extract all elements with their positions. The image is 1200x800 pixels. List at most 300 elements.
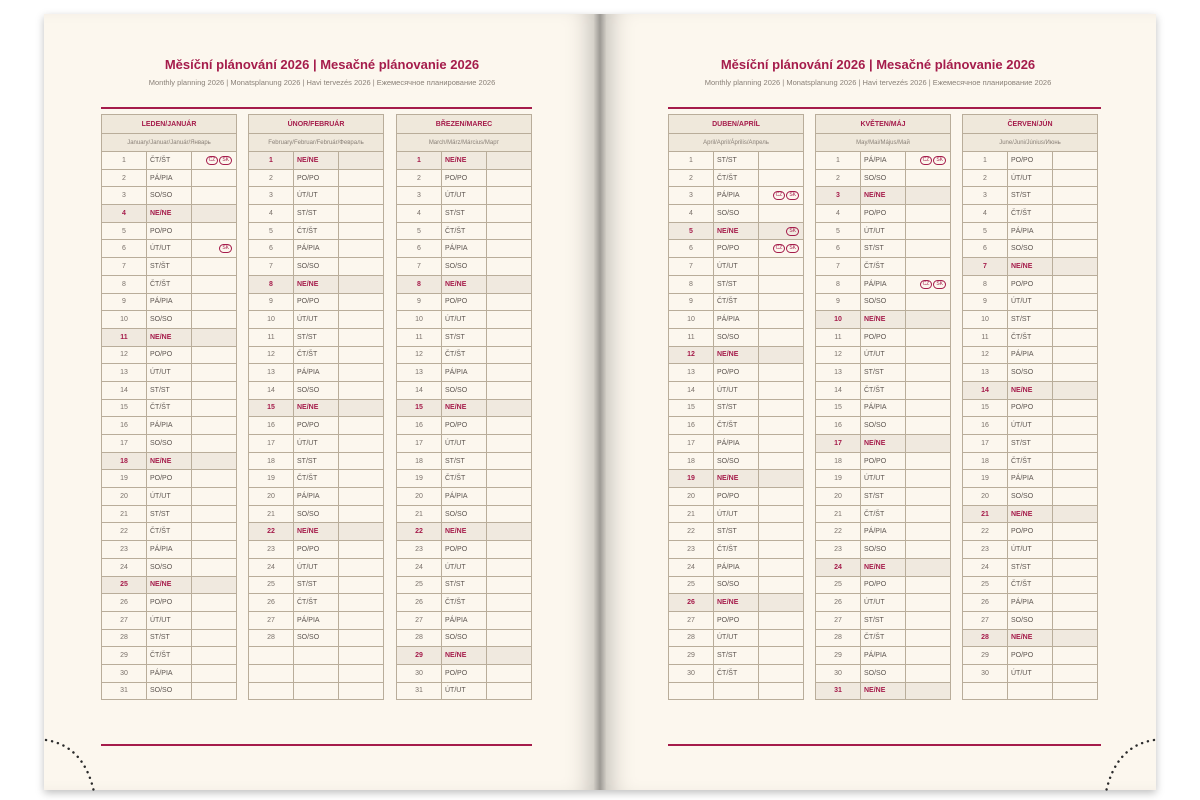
note-cell[interactable] [759,169,804,187]
day-number: 27 [669,611,714,629]
weekday-label: ÚT/UT [1008,664,1053,682]
note-cell[interactable] [759,682,804,700]
left-page [44,14,600,790]
note-cell[interactable] [759,258,804,276]
note-cell[interactable] [339,293,384,311]
note-cell[interactable] [906,664,951,682]
day-number: 15 [102,399,147,417]
note-cell[interactable] [192,169,237,187]
note-cell[interactable] [906,611,951,629]
day-row [816,311,951,329]
note-cell[interactable] [906,293,951,311]
note-cell[interactable] [192,505,237,523]
note-cell[interactable] [906,576,951,594]
note-cell[interactable] [192,381,237,399]
month-table [962,114,1098,700]
note-cell[interactable] [759,664,804,682]
note-cell[interactable] [1053,647,1098,665]
note-cell[interactable] [759,152,804,170]
note-cell[interactable] [487,647,532,665]
day-row [669,364,804,382]
note-cell[interactable] [759,647,804,665]
note-cell[interactable] [487,470,532,488]
note-cell[interactable] [339,222,384,240]
weekday-label: ST/ST [1008,187,1053,205]
day-number: 5 [102,222,147,240]
note-cell[interactable] [192,258,237,276]
day-number: 6 [397,240,442,258]
note-cell[interactable] [759,346,804,364]
day-number: 23 [397,541,442,559]
note-cell[interactable] [487,435,532,453]
note-cell[interactable] [759,399,804,417]
note-cell[interactable] [906,205,951,223]
note-cell[interactable] [192,364,237,382]
note-cell[interactable] [487,682,532,700]
day-number: 23 [102,541,147,559]
day-row [397,364,532,382]
note-cell[interactable] [906,311,951,329]
note-cell[interactable] [759,629,804,647]
note-cell[interactable] [759,470,804,488]
note-cell[interactable] [1053,682,1098,700]
month-table [396,114,532,700]
day-number: 9 [963,293,1008,311]
day-row [669,187,804,205]
weekday-label: ÚT/UT [1008,541,1053,559]
note-cell[interactable] [759,505,804,523]
day-row [397,647,532,665]
note-cell[interactable] [759,611,804,629]
note-cell[interactable] [487,293,532,311]
note-cell[interactable] [339,576,384,594]
note-cell[interactable] [487,541,532,559]
right-page [600,14,1156,790]
note-cell[interactable] [339,452,384,470]
holiday-badge: SK [786,244,799,253]
note-cell[interactable] [192,417,237,435]
note-cell[interactable] [192,523,237,541]
weekday-label: ST/ST [294,328,339,346]
note-cell[interactable] [906,541,951,559]
day-number: 21 [102,505,147,523]
note-cell[interactable] [759,435,804,453]
note-cell[interactable] [759,523,804,541]
note-cell[interactable] [1053,205,1098,223]
note-cell[interactable] [1053,346,1098,364]
note-cell[interactable] [1053,541,1098,559]
note-cell[interactable] [339,152,384,170]
note-cell[interactable] [339,399,384,417]
note-cell[interactable] [906,169,951,187]
note-cell[interactable] [487,558,532,576]
day-row [669,505,804,523]
day-row [669,488,804,506]
note-cell[interactable] [192,222,237,240]
note-cell[interactable] [759,187,804,205]
note-cell[interactable] [1053,258,1098,276]
note-cell[interactable] [759,594,804,612]
note-cell[interactable] [339,364,384,382]
note-cell[interactable] [487,328,532,346]
note-cell[interactable] [487,629,532,647]
note-cell[interactable] [487,417,532,435]
day-row [963,435,1098,453]
note-cell[interactable] [339,647,384,665]
day-row [816,435,951,453]
note-cell[interactable] [339,311,384,329]
note-cell[interactable] [759,293,804,311]
note-cell[interactable] [192,346,237,364]
note-cell[interactable] [759,488,804,506]
weekday-label: SO/SO [714,328,759,346]
note-cell[interactable] [487,258,532,276]
note-cell[interactable] [1053,169,1098,187]
note-cell[interactable] [1053,293,1098,311]
note-cell[interactable] [906,523,951,541]
note-cell[interactable] [759,222,804,240]
note-cell[interactable] [339,682,384,700]
weekday-label: ČT/ŠT [714,417,759,435]
note-cell[interactable] [906,417,951,435]
weekday-label: ÚT/UT [294,187,339,205]
note-cell[interactable] [487,452,532,470]
note-cell[interactable] [339,169,384,187]
note-cell[interactable] [487,152,532,170]
day-row [963,222,1098,240]
note-cell[interactable] [759,205,804,223]
note-cell[interactable] [487,505,532,523]
note-cell[interactable] [487,381,532,399]
day-row [669,328,804,346]
note-cell[interactable] [906,682,951,700]
note-cell[interactable] [192,275,237,293]
note-cell[interactable] [339,258,384,276]
note-cell[interactable] [759,364,804,382]
note-cell[interactable] [339,611,384,629]
weekday-label: PÁ/PIA [294,240,339,258]
note-cell[interactable] [339,488,384,506]
weekday-label: ČT/ŠT [714,541,759,559]
note-cell[interactable] [487,240,532,258]
note-cell[interactable] [1053,364,1098,382]
note-cell[interactable] [487,611,532,629]
day-number: 18 [102,452,147,470]
day-number: 8 [397,275,442,293]
day-row [397,222,532,240]
note-cell[interactable] [192,611,237,629]
day-row [963,558,1098,576]
day-number: 7 [669,258,714,276]
note-cell[interactable] [339,205,384,223]
day-row [249,169,384,187]
weekday-label: NE/NE [861,558,906,576]
day-row [669,594,804,612]
note-cell[interactable] [339,187,384,205]
note-cell[interactable] [487,222,532,240]
note-cell[interactable] [339,328,384,346]
day-row [397,169,532,187]
note-cell[interactable] [906,222,951,240]
note-cell[interactable] [192,399,237,417]
note-cell[interactable] [1053,399,1098,417]
day-number: 15 [669,399,714,417]
weekday-label: PO/PO [294,169,339,187]
note-cell[interactable] [192,558,237,576]
weekday-label: ST/ST [714,152,759,170]
note-cell[interactable] [339,558,384,576]
day-row [102,488,237,506]
weekday-label: SO/SO [861,169,906,187]
day-row [816,152,951,170]
note-cell[interactable] [339,629,384,647]
note-cell[interactable] [487,399,532,417]
note-cell[interactable] [487,311,532,329]
note-cell[interactable] [759,558,804,576]
note-cell[interactable] [1053,488,1098,506]
weekday-label: PO/PO [714,364,759,382]
note-cell[interactable] [192,470,237,488]
note-cell[interactable] [906,328,951,346]
note-cell[interactable] [906,435,951,453]
weekday-label: SO/SO [1008,364,1053,382]
note-cell[interactable] [759,576,804,594]
note-cell[interactable] [192,647,237,665]
day-number: 12 [963,346,1008,364]
day-row [249,205,384,223]
day-number: 2 [102,169,147,187]
note-cell[interactable] [1053,240,1098,258]
weekday-label: PÁ/PIA [1008,346,1053,364]
weekday-label: ÚT/UT [1008,417,1053,435]
day-number: 26 [102,594,147,612]
note-cell[interactable] [1053,594,1098,612]
note-cell[interactable] [339,275,384,293]
note-cell[interactable] [906,558,951,576]
note-cell[interactable] [339,470,384,488]
note-cell[interactable] [339,381,384,399]
note-cell[interactable] [487,275,532,293]
note-cell[interactable] [1053,629,1098,647]
note-cell[interactable] [759,311,804,329]
note-cell[interactable] [339,664,384,682]
month-translations: June/Juni/Június/Июнь [963,134,1098,152]
note-cell[interactable] [906,505,951,523]
note-cell[interactable] [192,205,237,223]
weekday-label: ČT/ŠT [294,222,339,240]
note-cell[interactable] [906,346,951,364]
weekday-label: ST/ST [861,611,906,629]
weekday-label: SO/SO [714,576,759,594]
note-cell[interactable] [192,629,237,647]
note-cell[interactable] [906,452,951,470]
note-cell[interactable] [759,381,804,399]
note-cell[interactable] [487,364,532,382]
weekday-label: PÁ/PIA [294,611,339,629]
day-number: 21 [963,505,1008,523]
weekday-label: ČT/ŠT [147,647,192,665]
day-number: 14 [816,381,861,399]
note-cell[interactable] [1053,381,1098,399]
note-cell[interactable] [192,576,237,594]
note-cell[interactable] [1053,611,1098,629]
weekday-label: ST/ST [294,205,339,223]
note-cell[interactable] [1053,505,1098,523]
note-cell[interactable] [192,240,237,258]
note-cell[interactable] [1053,222,1098,240]
weekday-label: ST/ST [1008,435,1053,453]
day-row [669,381,804,399]
day-number: 23 [669,541,714,559]
note-cell[interactable] [339,417,384,435]
note-cell[interactable] [906,364,951,382]
holiday-badge: SK [786,227,799,236]
weekday-label: NE/NE [442,275,487,293]
note-cell[interactable] [1053,275,1098,293]
weekday-label: SO/SO [1008,611,1053,629]
note-cell[interactable] [487,205,532,223]
note-cell[interactable] [192,452,237,470]
note-cell[interactable] [1053,328,1098,346]
note-cell[interactable] [192,664,237,682]
day-number: 10 [669,311,714,329]
note-cell[interactable] [759,328,804,346]
note-cell[interactable] [906,275,951,293]
day-row [102,311,237,329]
note-cell[interactable] [339,435,384,453]
note-cell[interactable] [339,523,384,541]
holiday-badge: CZ [920,156,933,165]
note-cell[interactable] [906,488,951,506]
note-cell[interactable] [339,594,384,612]
note-cell[interactable] [759,417,804,435]
note-cell[interactable] [906,470,951,488]
note-cell[interactable] [192,293,237,311]
weekday-label: PÁ/PIA [442,364,487,382]
note-cell[interactable] [906,187,951,205]
note-cell[interactable] [339,240,384,258]
note-cell[interactable] [192,682,237,700]
note-cell[interactable] [192,311,237,329]
note-cell[interactable] [487,346,532,364]
note-cell[interactable] [1053,452,1098,470]
day-number: 2 [669,169,714,187]
day-number: 3 [102,187,147,205]
note-cell[interactable] [906,647,951,665]
day-row [669,205,804,223]
weekday-label: SO/SO [714,205,759,223]
note-cell[interactable] [487,594,532,612]
note-cell[interactable] [906,594,951,612]
day-number: 4 [249,205,294,223]
note-cell[interactable] [906,258,951,276]
note-cell[interactable] [192,328,237,346]
note-cell[interactable] [1053,664,1098,682]
note-cell[interactable] [192,541,237,559]
weekday-label: SO/SO [294,505,339,523]
day-number: 25 [669,576,714,594]
note-cell[interactable] [1053,523,1098,541]
note-cell[interactable] [339,346,384,364]
note-cell[interactable] [487,523,532,541]
note-cell[interactable] [1053,311,1098,329]
note-cell[interactable] [1053,558,1098,576]
day-row [397,470,532,488]
day-number: 3 [816,187,861,205]
day-number: 31 [102,682,147,700]
note-cell[interactable] [1053,576,1098,594]
day-row [249,240,384,258]
note-cell[interactable] [906,629,951,647]
day-row [669,346,804,364]
day-row [102,576,237,594]
note-cell[interactable] [1053,470,1098,488]
day-row [816,364,951,382]
weekday-label [714,682,759,700]
bottom-rule [101,744,532,746]
note-cell[interactable] [906,381,951,399]
note-cell[interactable] [487,576,532,594]
note-cell[interactable] [192,488,237,506]
day-row [102,452,237,470]
day-number: 22 [249,523,294,541]
day-number: 2 [963,169,1008,187]
note-cell[interactable] [192,594,237,612]
month-grid [248,114,384,700]
note-cell[interactable] [487,488,532,506]
note-cell[interactable] [339,541,384,559]
note-cell[interactable] [906,152,951,170]
weekday-label: PO/PO [442,417,487,435]
note-cell[interactable] [487,664,532,682]
note-cell[interactable] [192,187,237,205]
note-cell[interactable] [487,169,532,187]
day-row [397,417,532,435]
weekday-label: ST/ST [861,240,906,258]
note-cell[interactable] [759,240,804,258]
day-row [669,152,804,170]
holiday-badges [919,280,946,289]
note-cell[interactable] [1053,417,1098,435]
note-cell[interactable] [192,435,237,453]
note-cell[interactable] [759,541,804,559]
note-cell[interactable] [759,452,804,470]
note-cell[interactable] [906,240,951,258]
day-number: 21 [397,505,442,523]
day-row [816,275,951,293]
holiday-badge: SK [219,244,232,253]
note-cell[interactable] [192,152,237,170]
note-cell[interactable] [906,399,951,417]
month-grid [668,114,804,700]
note-cell[interactable] [1053,152,1098,170]
note-cell[interactable] [1053,435,1098,453]
weekday-label: ST/ST [714,399,759,417]
day-row [102,364,237,382]
holiday-badges [772,191,799,200]
note-cell[interactable] [1053,187,1098,205]
note-cell[interactable] [759,275,804,293]
title-rule [668,107,1101,109]
weekday-label: ÚT/UT [147,488,192,506]
weekday-label: SO/SO [147,682,192,700]
month-table [668,114,804,700]
note-cell[interactable] [339,505,384,523]
note-cell[interactable] [487,187,532,205]
weekday-label: ČT/ŠT [1008,452,1053,470]
weekday-label: ČT/ŠT [1008,205,1053,223]
weekday-label: PO/PO [861,452,906,470]
